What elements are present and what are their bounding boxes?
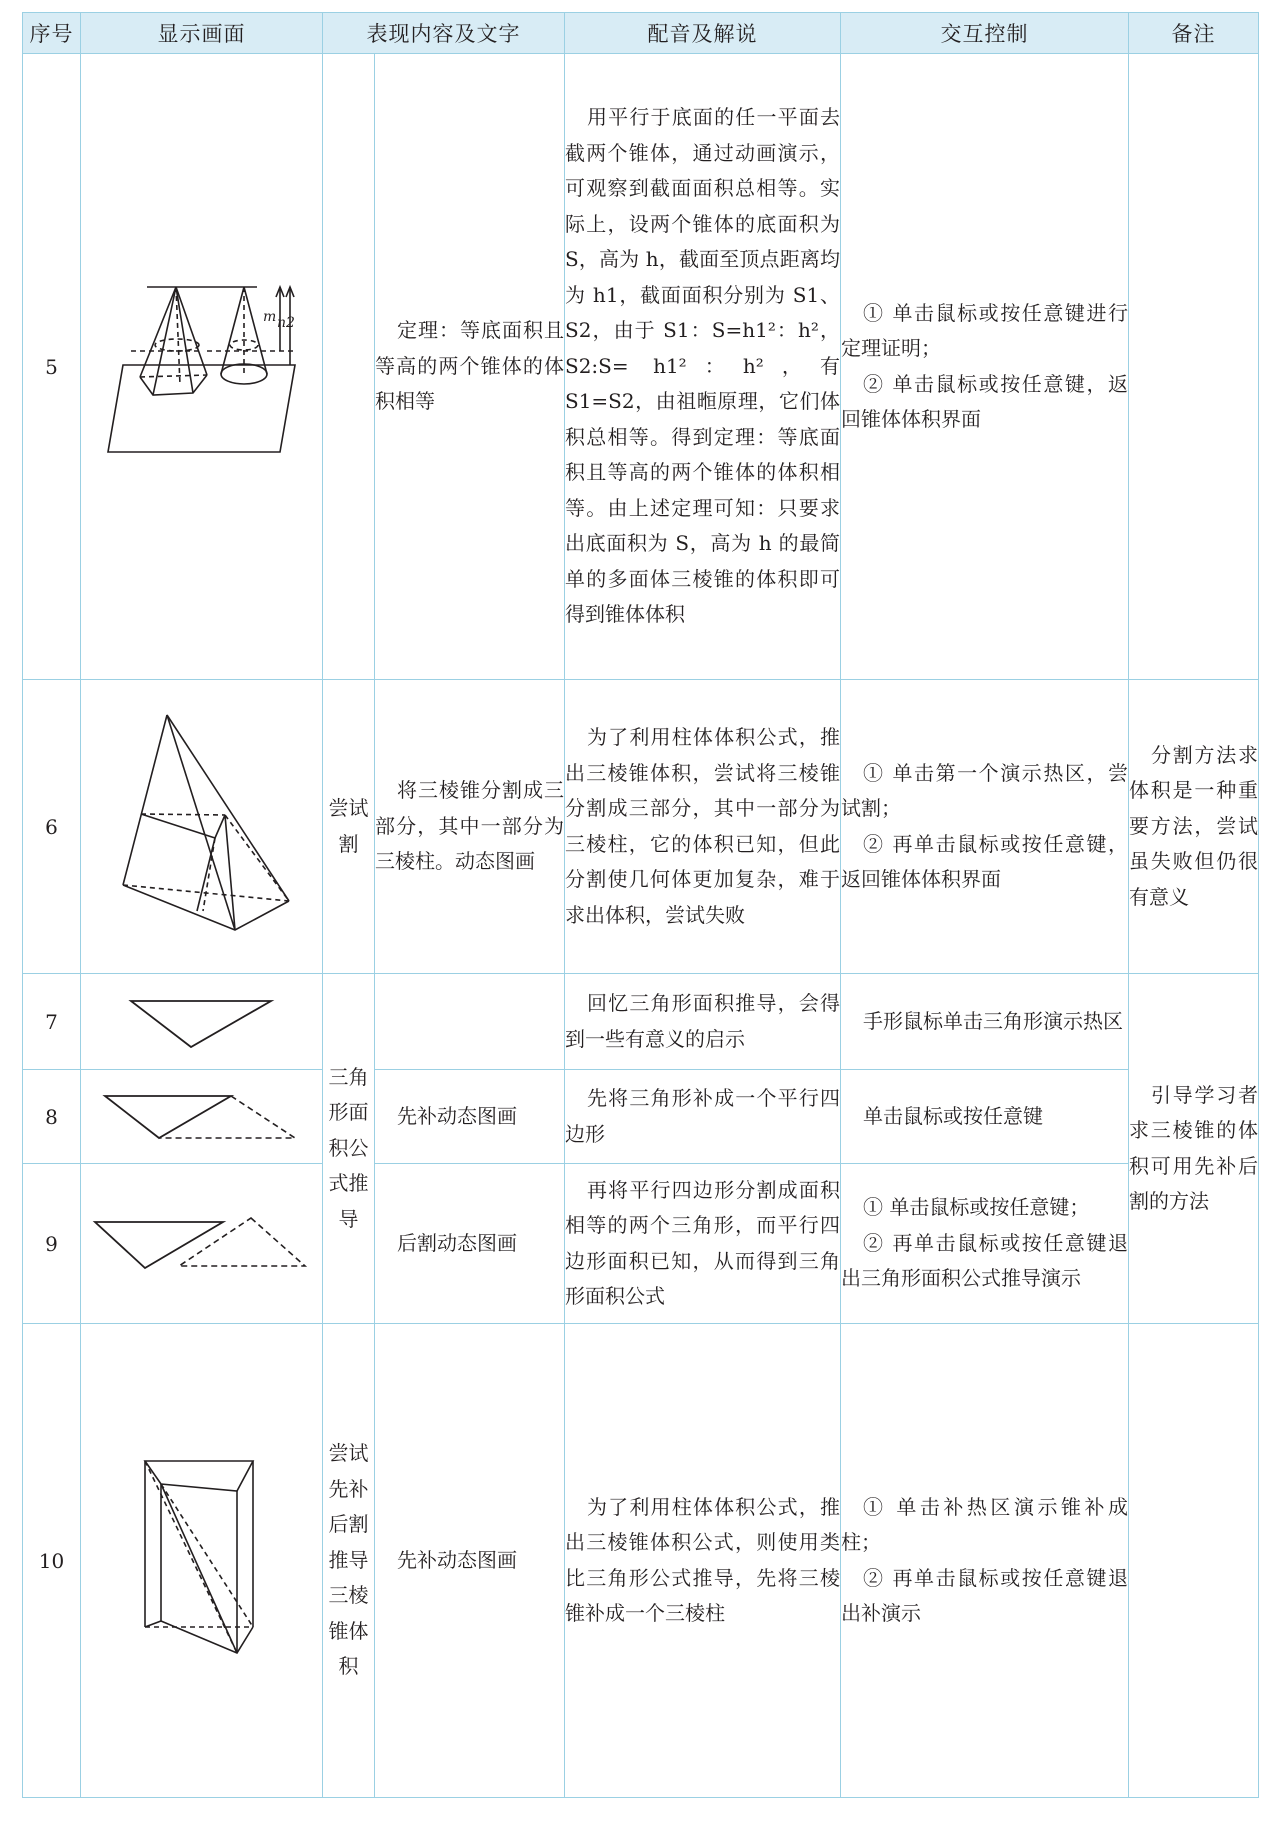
content-cell: 后割动态图画 <box>375 1164 565 1324</box>
header-note: 备注 <box>1129 13 1259 54</box>
group-cell-supplement-derivation: 尝试先补后割推导三棱锥体积 <box>323 1324 375 1798</box>
note-cell-supplement-cut: 引导学习者求三棱锥的体积可用先补后割的方法 <box>1129 974 1259 1324</box>
label-n2: n2 <box>276 314 295 331</box>
table-row-9 <box>23 1164 1259 1324</box>
header-control: 交互控制 <box>841 13 1129 54</box>
control-step-2: ② 单击鼠标或按任意键，返回锥体体积界面 <box>841 371 1128 431</box>
content-cell: 将三棱锥分割成三部分，其中一部分为三棱柱。动态图画 <box>375 680 565 974</box>
note-cell-empty <box>1129 1324 1259 1798</box>
control-step-1: ① 单击第一个演示热区，尝试割； <box>841 760 1128 820</box>
group-cell-empty <box>323 54 375 680</box>
display-cell <box>81 1070 323 1164</box>
control-step-1: ① 单击补热区演示锥补成柱； <box>841 1494 1128 1554</box>
header-content: 表现内容及文字 <box>323 13 565 54</box>
control-cell <box>841 680 1129 974</box>
control-step-1: 手形鼠标单击三角形演示热区 <box>863 1008 1123 1033</box>
table-row-5 <box>23 54 1259 680</box>
row-number: 9 <box>23 1164 81 1324</box>
courseware-design-table <box>22 12 1259 1798</box>
header-display: 显示画面 <box>81 13 323 54</box>
control-cell <box>841 1070 1129 1164</box>
content-cell-empty <box>375 974 565 1070</box>
row-number: 10 <box>23 1324 81 1798</box>
label-m: m <box>262 308 276 325</box>
display-cell <box>81 54 323 680</box>
parallelogram-split-figure <box>85 1204 319 1284</box>
control-step-1: 单击鼠标或按任意键 <box>863 1103 1043 1128</box>
triangular-pyramid-cut-figure <box>85 697 319 957</box>
content-cell: 先补动态图画 <box>375 1324 565 1798</box>
narration-cell: 先将三角形补成一个平行四边形 <box>565 1070 841 1164</box>
narration-cell: 为了利用柱体体积公式，推出三棱锥体积公式，则使用类比三角形公式推导，先将三棱锥补成一个三棱柱 <box>565 1324 841 1798</box>
row-number: 8 <box>23 1070 81 1164</box>
control-step-2: ② 再单击鼠标或按任意键退出三角形面积公式推导演示 <box>841 1230 1128 1291</box>
display-cell <box>81 974 323 1070</box>
row-number: 5 <box>23 54 81 680</box>
triangle-figure <box>85 987 319 1057</box>
control-cell <box>841 974 1129 1070</box>
control-cell <box>841 1164 1129 1324</box>
narration-cell: 回忆三角形面积推导，会得到一些有意义的启示 <box>565 974 841 1070</box>
control-cell <box>841 1324 1129 1798</box>
pyramid-to-prism-figure <box>85 1441 319 1681</box>
narration-cell: 为了利用柱体体积公式，推出三棱锥体积，尝试将三棱锥分割成三部分，其中一部分为三棱柱，它的体积已知，但此分割使几何体更加复杂，难于求出体积，尝试失败 <box>565 680 841 974</box>
table-row-8 <box>23 1070 1259 1164</box>
triangle-to-parallelogram-figure <box>85 1082 319 1152</box>
group-cell: 尝试割 <box>323 680 375 974</box>
table-row-10 <box>23 1324 1259 1798</box>
display-cell <box>81 680 323 974</box>
content-cell: 先补动态图画 <box>375 1070 565 1164</box>
control-cell <box>841 54 1129 680</box>
control-step-1: ① 单击鼠标或按任意键进行定理证明； <box>841 300 1128 360</box>
content-cell: 定理：等底面积且等高的两个锥体的体积相等 <box>375 54 565 680</box>
cone-pyramid-figure <box>85 277 319 457</box>
group-cell-triangle-derivation: 三角形面积公式推导 <box>323 974 375 1324</box>
display-cell <box>81 1324 323 1798</box>
header-num: 序号 <box>23 13 81 54</box>
note-cell-empty <box>1129 54 1259 680</box>
row-number: 7 <box>23 974 81 1070</box>
header-row <box>23 13 1259 54</box>
narration-cell: 用平行于底面的任一平面去截两个锥体，通过动画演示，可观察到截面面积总相等。实际上，设两个锥体的底面积为 S，高为 h，截面至顶点距离均为 h1，截面面积分别为 S1、S2，由于 S1：S=h1²：h²，S2:S= h1²：h²，有 S1=S2，由祖暅原理，它们体积总相等。得到定理：等底面积且等高的两个锥体的体积相等。由上述定理可知：只要求出底面积为 S，高为 h 的最简单的多面体三棱锥的体积即可得到锥体体积 <box>565 54 841 680</box>
display-cell <box>81 1164 323 1324</box>
note-cell: 分割方法求体积是一种重要方法，尝试虽失败但仍很有意义 <box>1129 680 1259 974</box>
control-step-2: ② 再单击鼠标或按任意键退出补演示 <box>841 1565 1128 1625</box>
control-step-2: ② 再单击鼠标或按任意键，返回锥体体积界面 <box>841 831 1128 891</box>
header-narration: 配音及解说 <box>565 13 841 54</box>
narration-cell: 再将平行四边形分割成面积相等的两个三角形，而平行四边形面积已知，从而得到三角形面积公式 <box>565 1164 841 1324</box>
table-row-7 <box>23 974 1259 1070</box>
control-step-1: ① 单击鼠标或按任意键； <box>863 1195 1090 1220</box>
table-row-6 <box>23 680 1259 974</box>
row-number: 6 <box>23 680 81 974</box>
